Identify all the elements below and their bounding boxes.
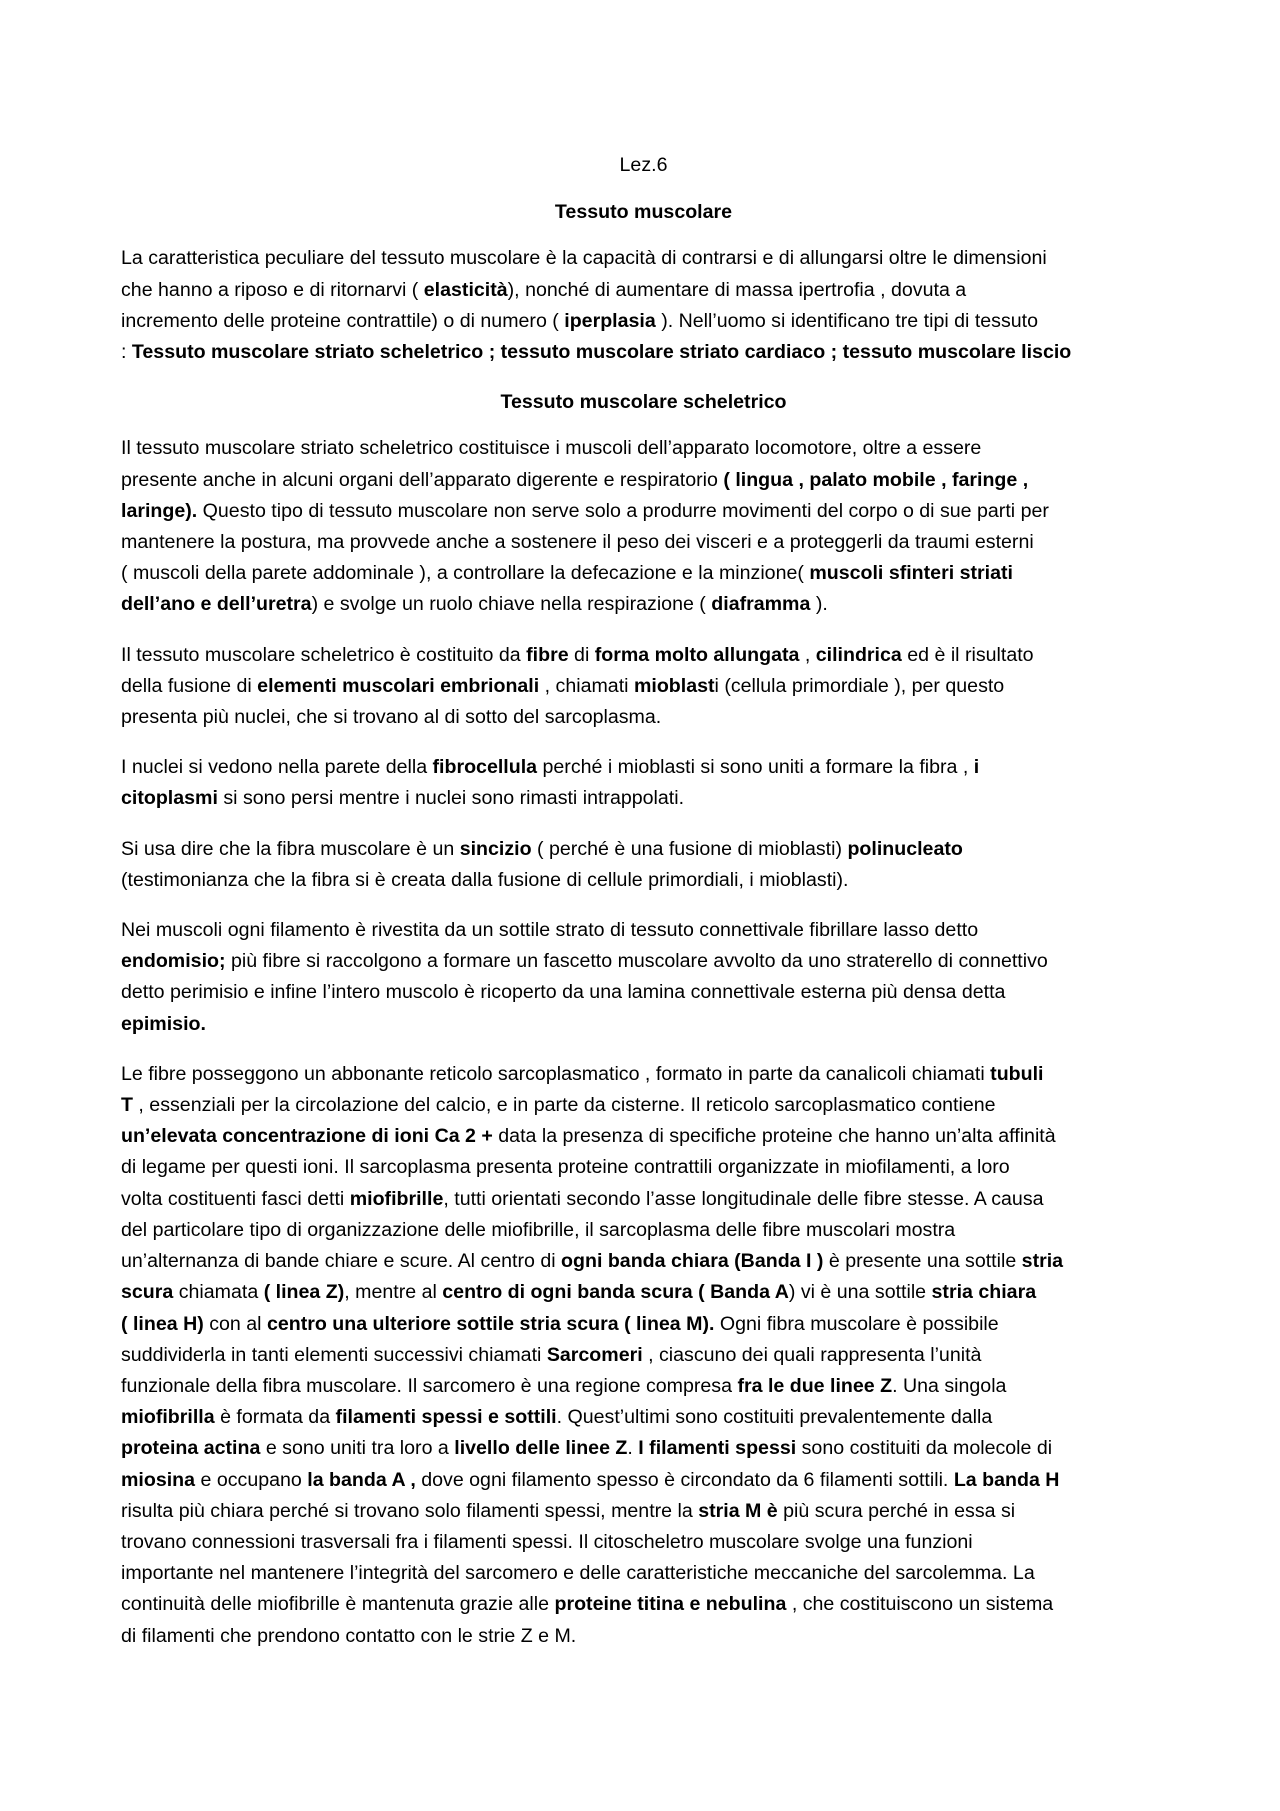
text-run: , che costituiscono un sistema: [786, 1593, 1054, 1616]
bold-text: iperplasia: [564, 309, 656, 332]
text-line: [121, 1277, 1166, 1308]
text-run: ), nonché di aumentare di massa ipertrofia , dovuta a: [507, 278, 967, 301]
text-run: dove ogni filamento spesso è circondato da 6 filamenti sottili.: [415, 1468, 954, 1491]
text-run: (testimonianza che la fibra si è creata dalla fusione di cellule primordiali, i mioblasti).: [121, 868, 849, 891]
text-line: [121, 1589, 1166, 1620]
text-run: . Quest’ultimi sono costituiti prevalentemente dalla: [556, 1406, 993, 1429]
text-line: [121, 1121, 1166, 1152]
text-line: [121, 671, 1166, 702]
text-run: è presente una sottile: [823, 1250, 1022, 1273]
bold-text: filamenti spessi e sottili: [335, 1406, 557, 1429]
text-run: ,: [799, 643, 816, 666]
bold-text: fra le due linee Z: [737, 1374, 893, 1397]
text-run: data la presenza di specifiche proteine che hanno un’alta affinità: [492, 1125, 1056, 1148]
paragraph: [121, 752, 1166, 814]
text-run: i (cellula primordiale ), per questo: [714, 674, 1005, 697]
bold-text: La banda H: [953, 1468, 1060, 1491]
bold-text: centro di ogni banda scura ( Banda A: [442, 1281, 789, 1304]
text-run: , ciascuno dei quali rappresenta l’unità: [642, 1343, 982, 1366]
text-line: [121, 1309, 1166, 1340]
text-run: suddividerla in tanti elementi successivi chiamati: [121, 1343, 547, 1366]
bold-text: stria M è: [698, 1499, 778, 1522]
text-run: , chiamati: [539, 674, 634, 697]
text-line: [121, 1246, 1166, 1277]
text-line: [121, 1152, 1166, 1183]
bold-text: mioblast: [633, 674, 715, 697]
bold-text: stria chiara: [931, 1281, 1037, 1304]
text-line: [121, 1465, 1166, 1496]
bold-text: diaframma: [711, 593, 811, 616]
text-line: [121, 783, 1166, 814]
text-run: . Una singola: [892, 1374, 1007, 1397]
text-run: La caratteristica peculiare del tessuto muscolare è la capacità di contrarsi e di allungarsi oltre le dimensioni: [121, 247, 1047, 270]
text-line: [121, 1402, 1166, 1433]
bold-text: citoplasmi: [121, 787, 218, 810]
intro-block: [121, 243, 1166, 368]
text-run: e sono uniti tra loro a: [260, 1437, 455, 1460]
text-line: [121, 1215, 1166, 1246]
text-line: [121, 1433, 1166, 1464]
bold-text: tubuli: [990, 1062, 1044, 1085]
text-line: [121, 1090, 1166, 1121]
bold-text: muscoli sfinteri striati: [809, 562, 1013, 585]
text-run: Questo tipo di tessuto muscolare non serve solo a produrre movimenti del corpo o di sue parti per: [197, 499, 1049, 522]
text-run: di: [568, 643, 595, 666]
bold-text: sincizio: [459, 837, 532, 860]
text-line: [121, 589, 1166, 620]
text-line: [121, 243, 1166, 274]
bold-text: livello delle linee Z: [454, 1437, 628, 1460]
bold-text: ( linea H): [121, 1312, 204, 1335]
text-run: Nei muscoli ogni filamento è rivestita da un sottile strato di tessuto connettivale fibrillare lasso detto: [121, 919, 979, 942]
document-title: Tessuto muscolare: [554, 201, 733, 224]
text-run: volta costituenti fasci detti: [121, 1187, 350, 1210]
text-run: .: [627, 1437, 639, 1460]
text-run: di legame per questi ioni. Il sarcoplasma presenta proteine contrattili organizzate in miofilamenti, a loro: [121, 1156, 1010, 1179]
text-run: , mentre al: [344, 1281, 443, 1304]
bold-text: stria: [1021, 1250, 1064, 1273]
text-line: [121, 1340, 1166, 1371]
bold-text: proteina actina: [121, 1437, 261, 1460]
lesson-header: Lez.6: [619, 154, 668, 176]
bold-text: endomisio;: [121, 950, 226, 973]
text-line: [121, 496, 1166, 527]
text-line: [121, 946, 1166, 977]
text-line: [121, 558, 1166, 589]
text-run: funzionale della fibra muscolare. Il sarcomero è una regione compresa: [121, 1374, 738, 1397]
text-line: [121, 752, 1166, 783]
text-run: più fibre si raccolgono a formare un fascetto muscolare avvolto da uno straterello di connettivo: [225, 950, 1048, 973]
bold-text: Sarcomeri: [546, 1343, 643, 1366]
text-line: [121, 834, 1166, 865]
bold-text: dell’ano e dell’uretra: [121, 593, 312, 616]
text-run: ). Nell’uomo si identificano tre tipi di tessuto: [655, 309, 1039, 332]
text-line: [121, 527, 1166, 558]
text-line: [121, 337, 1166, 368]
body-block: [121, 433, 1166, 1651]
text-run: del particolare tipo di organizzazione delle miofibrille, il sarcoplasma delle fibre muscolari mostra: [121, 1218, 956, 1241]
bold-text: i: [973, 756, 980, 779]
text-run: con al: [203, 1312, 267, 1335]
bold-text: proteine titina e nebulina: [554, 1593, 787, 1616]
bold-text: miofibrille: [349, 1187, 444, 1210]
text-line: [121, 433, 1166, 464]
text-run: incremento delle proteine contrattile) o di numero (: [121, 309, 565, 332]
text-line: [121, 640, 1166, 671]
paragraph: [121, 834, 1166, 896]
paragraph: [121, 1059, 1166, 1652]
text-run: Il tessuto muscolare scheletrico è costituito da: [121, 643, 527, 666]
text-line: [121, 1371, 1166, 1402]
text-run: Le fibre posseggono un abbonante reticolo sarcoplasmatico , formato in parte da canalicoli chiamati: [121, 1062, 991, 1085]
text-line: [121, 1621, 1166, 1652]
text-run: Il tessuto muscolare striato scheletrico costituisce i muscoli dell’apparato locomotore, oltre a essere: [121, 437, 982, 460]
text-run: di filamenti che prendono contatto con le strie Z e M.: [121, 1624, 577, 1647]
text-line: [121, 465, 1166, 496]
text-run: continuità delle miofibrille è mantenuta grazie alle: [121, 1593, 555, 1616]
text-line: [121, 306, 1166, 337]
text-line: [121, 865, 1166, 896]
text-run: è formata da: [214, 1406, 336, 1429]
text-line: [121, 702, 1166, 733]
text-run: ( muscoli della parete addominale ), a controllare la defecazione e la minzione(: [121, 562, 810, 585]
text-run: si sono persi mentre i nuclei sono rimasti intrappolati.: [217, 787, 685, 810]
text-run: presenta più nuclei, che si trovano al di sotto del sarcoplasma.: [121, 706, 662, 729]
bold-text: fibrocellula: [432, 756, 538, 779]
text-run: ed è il risultato: [901, 643, 1034, 666]
text-run: risulta più chiara perché si trovano solo filamenti spessi, mentre la: [121, 1499, 699, 1522]
text-run: , tutti orientati secondo l’asse longitudinale delle fibre stesse. A causa: [443, 1187, 1044, 1210]
text-run: :: [121, 341, 132, 364]
text-run: ) vi è una sottile: [788, 1281, 932, 1304]
paragraph: [121, 433, 1166, 620]
document-page: [121, 150, 1166, 1671]
text-run: che hanno a riposo e di ritornarvi (: [121, 278, 424, 301]
bold-text: elasticità: [423, 278, 508, 301]
bold-text: T: [121, 1094, 133, 1117]
text-run: , essenziali per la circolazione del calcio, e in parte da cisterne. Il reticolo sarcoplasmatico contiene: [132, 1094, 996, 1117]
bold-text: miosina: [121, 1468, 196, 1491]
text-line: [121, 275, 1166, 306]
section-title: Tessuto muscolare scheletrico: [500, 391, 787, 414]
bold-text: fibre: [526, 643, 569, 666]
text-run: più scura perché in essa si: [777, 1499, 1016, 1522]
text-run: mantenere la postura, ma provvede anche a sostenere il peso dei visceri e a proteggerli da traumi esterni: [121, 531, 1034, 554]
bold-text: epimisio.: [121, 1012, 206, 1035]
bold-text: ( lingua , palato mobile , faringe ,: [723, 468, 1029, 491]
text-run: detto perimisio e infine l’intero muscolo è ricoperto da una lamina connettivale esterna più densa detta: [121, 981, 1006, 1004]
text-run: ).: [810, 593, 828, 616]
text-run: perché i mioblasti si sono uniti a formare la fibra ,: [537, 756, 974, 779]
text-run: e occupano: [195, 1468, 308, 1491]
bold-text: elementi muscolari embrionali: [257, 674, 540, 697]
text-line: [121, 1184, 1166, 1215]
paragraph: [121, 915, 1166, 1040]
bold-text: forma molto allungata: [594, 643, 800, 666]
bold-text: Tessuto muscolare striato scheletrico ; tessuto muscolare striato cardiaco ; tessuto muscolare liscio: [131, 341, 1072, 364]
text-run: Si usa dire che la fibra muscolare è un: [121, 837, 460, 860]
text-run: importante nel mantenere l’integrità del sarcomero e delle caratteristiche meccaniche del sarcolemma. La: [121, 1562, 1035, 1585]
text-run: ( perché è una fusione di mioblasti): [531, 837, 848, 860]
bold-text: I filamenti spessi: [638, 1437, 797, 1460]
text-line: [121, 1009, 1166, 1040]
text-line: [121, 1558, 1166, 1589]
text-run: I nuclei si vedono nella parete della: [121, 756, 433, 779]
text-line: [121, 977, 1166, 1008]
paragraph: [121, 243, 1166, 368]
bold-text: la banda A ,: [307, 1468, 416, 1491]
text-run: trovano connessioni trasversali fra i filamenti spessi. Il citoscheletro muscolare svolge una funzioni: [121, 1530, 973, 1553]
text-run: ) e svolge un ruolo chiave nella respirazione (: [311, 593, 712, 616]
text-run: presente anche in alcuni organi dell’apparato digerente e respiratorio: [121, 468, 724, 491]
text-line: [121, 915, 1166, 946]
bold-text: un’elevata concentrazione di ioni Ca 2 +: [121, 1125, 493, 1148]
bold-text: scura: [121, 1281, 174, 1304]
text-run: sono costituiti da molecole di: [796, 1437, 1053, 1460]
text-run: chiamata: [173, 1281, 264, 1304]
text-line: [121, 1059, 1166, 1090]
bold-text: centro una ulteriore sottile stria scura ( linea M).: [266, 1312, 715, 1335]
text-run: della fusione di: [121, 674, 258, 697]
text-line: [121, 1496, 1166, 1527]
paragraph: [121, 640, 1166, 734]
bold-text: ( linea Z): [263, 1281, 345, 1304]
text-run: un’alternanza di bande chiare e scure. Al centro di: [121, 1250, 562, 1273]
bold-text: laringe).: [121, 499, 198, 522]
bold-text: ogni banda chiara (Banda I ): [561, 1250, 824, 1273]
bold-text: cilindrica: [815, 643, 902, 666]
bold-text: miofibrilla: [121, 1406, 215, 1429]
bold-text: polinucleato: [847, 837, 963, 860]
text-run: Ogni fibra muscolare è possibile: [714, 1312, 999, 1335]
text-line: [121, 1527, 1166, 1558]
